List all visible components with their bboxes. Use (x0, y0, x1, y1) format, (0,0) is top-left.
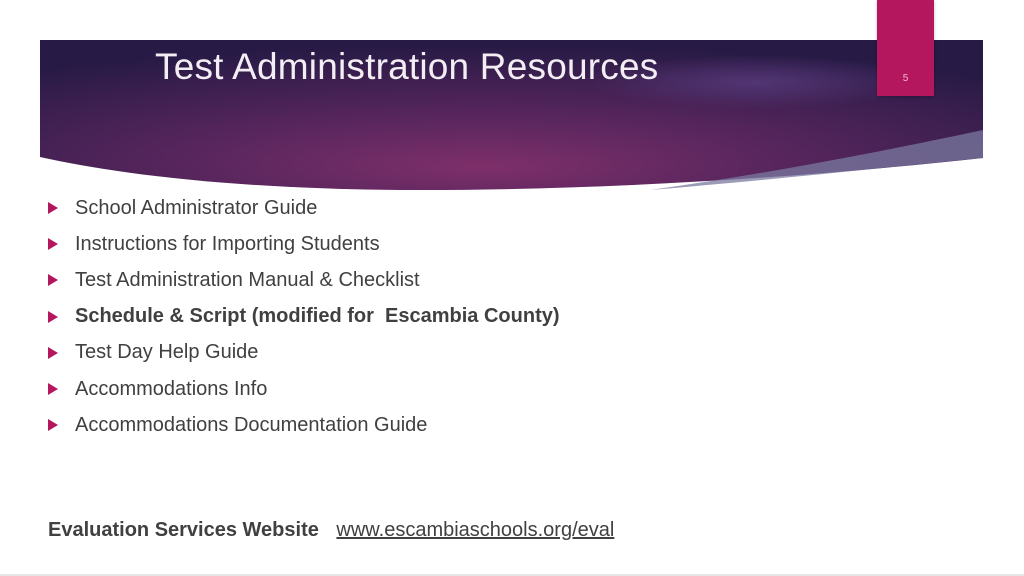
list-item-test-day-help[interactable] (48, 335, 560, 371)
list-item-label: Accommodations Info (75, 377, 268, 400)
slide-title: Test Administration Resources (155, 46, 659, 87)
triangle-right-bullet-icon (48, 347, 58, 359)
page-number-tab (877, 0, 934, 96)
list-item-label: Test Day Help Guide (75, 341, 259, 364)
list-item-schedule-script[interactable] (48, 299, 560, 335)
triangle-right-bullet-icon (48, 202, 58, 214)
list-item-accommodations-documentation[interactable] (48, 407, 560, 443)
list-item-accommodations-info[interactable] (48, 371, 560, 407)
triangle-right-bullet-icon (48, 274, 58, 286)
triangle-right-bullet-icon (48, 311, 58, 323)
list-item-manual-checklist[interactable] (48, 262, 560, 298)
list-item-school-administrator-guide[interactable] (48, 190, 560, 226)
triangle-right-bullet-icon (48, 419, 58, 431)
list-item-label: Instructions for Importing Students (75, 232, 380, 255)
triangle-right-bullet-icon (48, 383, 58, 395)
list-item-label: Accommodations Documentation Guide (75, 413, 428, 436)
triangle-right-bullet-icon (48, 238, 58, 250)
list-item-label: School Administrator Guide (75, 196, 318, 219)
footer-label: Evaluation Services Website (48, 519, 319, 541)
footer-website (48, 519, 614, 542)
list-item-label: Schedule & Script (modified for Escambia County) (75, 305, 560, 328)
list-item-label: Test Administration Manual & Checklist (75, 268, 420, 291)
website-link[interactable]: www.escambiaschools.org/eval (336, 519, 615, 541)
list-item-importing-students[interactable] (48, 226, 560, 262)
resource-list (48, 190, 560, 443)
page-number: 5 (902, 73, 909, 84)
